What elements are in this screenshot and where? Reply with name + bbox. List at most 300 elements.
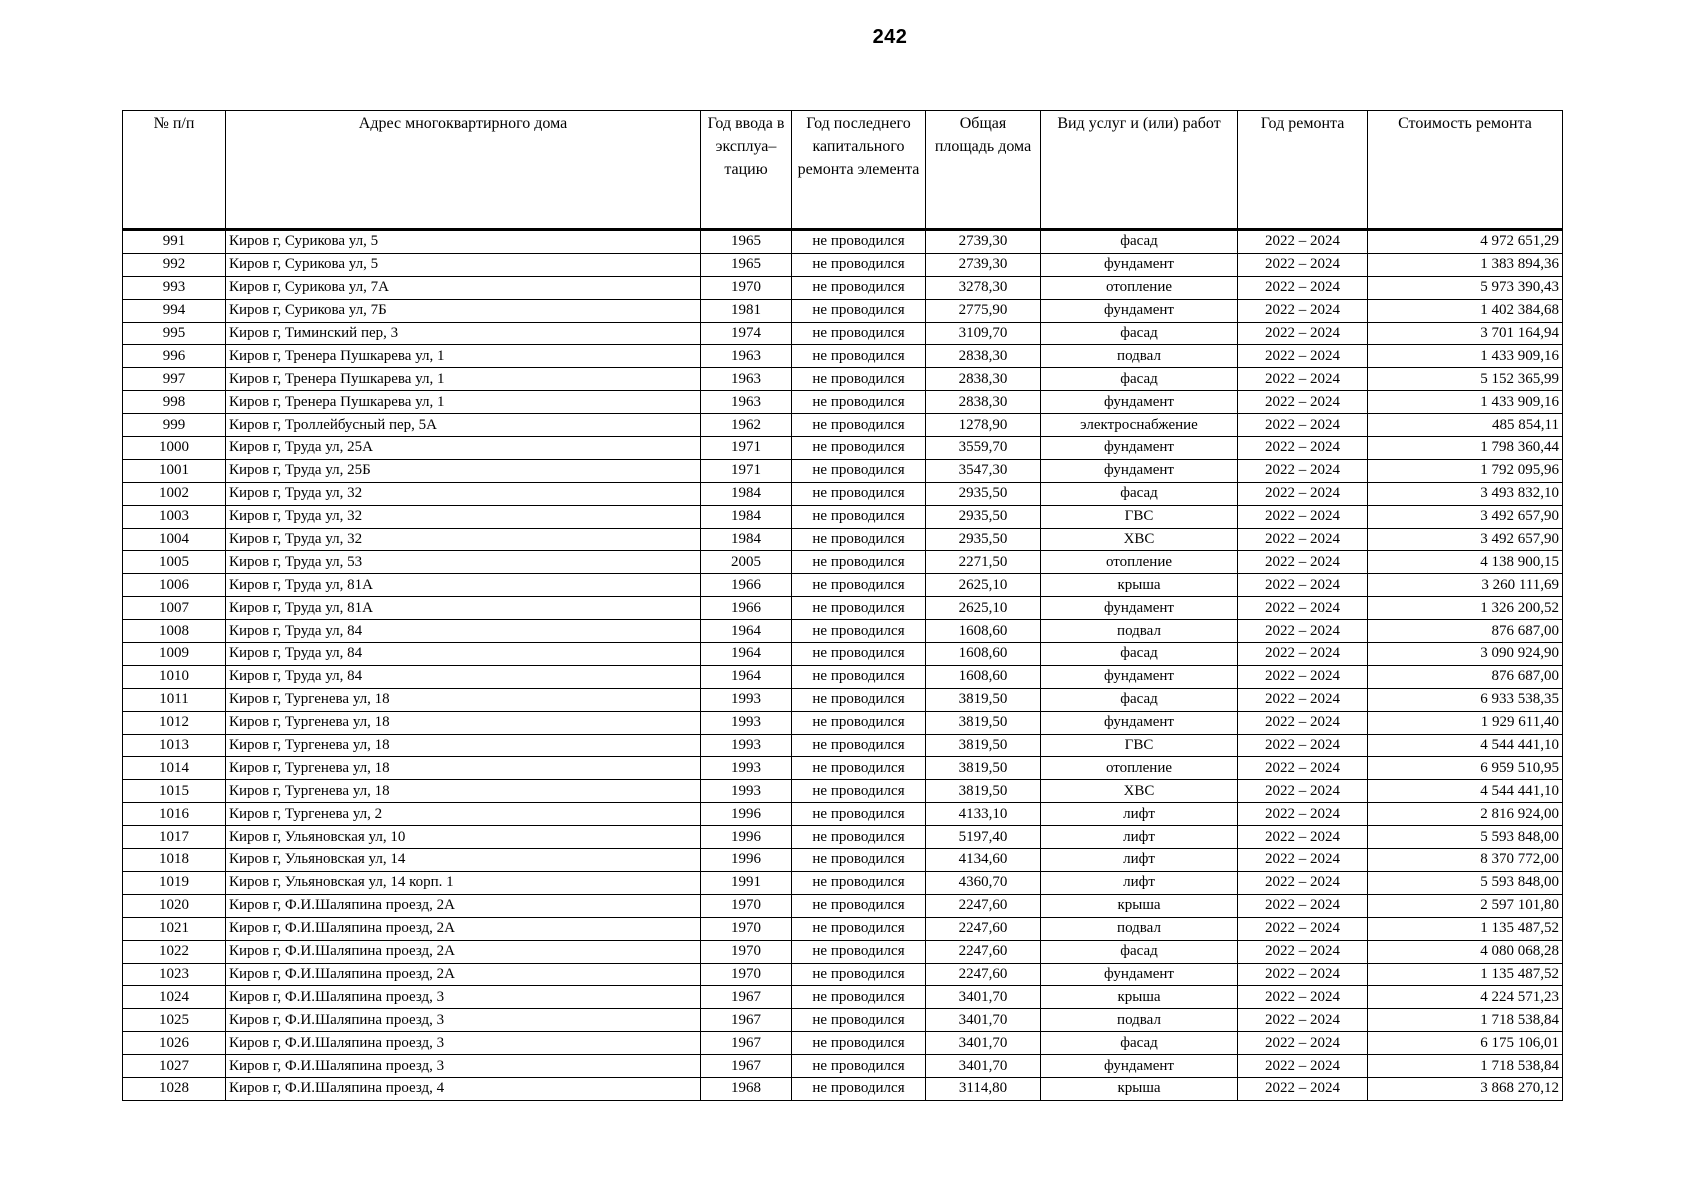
area-cell: 3819,50 [926,780,1041,803]
repair-period-cell: 2022 – 2024 [1238,299,1368,322]
address-cell: Киров г, Труда ул, 25Б [226,459,701,482]
year-built-cell: 1963 [701,368,792,391]
work-type-cell: фасад [1041,643,1238,666]
row-number-cell: 991 [123,230,226,254]
area-cell: 1608,60 [926,643,1041,666]
table-row [123,620,1563,643]
last-repair-cell: не проводился [792,414,926,437]
header-work-type: Вид услуг и (или) работ [1041,111,1238,230]
address-cell: Киров г, Труда ул, 32 [226,482,701,505]
last-repair-cell: не проводился [792,620,926,643]
address-cell: Киров г, Тренера Пушкарева ул, 1 [226,391,701,414]
table-row [123,1077,1563,1100]
repair-period-cell: 2022 – 2024 [1238,437,1368,460]
work-type-cell: фундамент [1041,459,1238,482]
last-repair-cell: не проводился [792,345,926,368]
cost-cell: 1 402 384,68 [1368,299,1563,322]
repair-period-cell: 2022 – 2024 [1238,757,1368,780]
row-number-cell: 1004 [123,528,226,551]
area-cell: 3819,50 [926,734,1041,757]
table-row [123,459,1563,482]
table-row [123,574,1563,597]
last-repair-cell: не проводился [792,711,926,734]
table-row [123,688,1563,711]
cost-cell: 1 718 538,84 [1368,1009,1563,1032]
repair-period-cell: 2022 – 2024 [1238,734,1368,757]
table-row [123,711,1563,734]
cost-cell: 6 175 106,01 [1368,1032,1563,1055]
last-repair-cell: не проводился [792,826,926,849]
work-type-cell: лифт [1041,849,1238,872]
year-built-cell: 1970 [701,276,792,299]
row-number-cell: 1017 [123,826,226,849]
last-repair-cell: не проводился [792,1032,926,1055]
table-row [123,665,1563,688]
row-number-cell: 1010 [123,665,226,688]
area-cell: 5197,40 [926,826,1041,849]
last-repair-cell: не проводился [792,391,926,414]
year-built-cell: 1993 [701,711,792,734]
address-cell: Киров г, Труда ул, 81А [226,597,701,620]
repair-period-cell: 2022 – 2024 [1238,871,1368,894]
repair-period-cell: 2022 – 2024 [1238,276,1368,299]
address-cell: Киров г, Ф.И.Шаляпина проезд, 3 [226,1055,701,1078]
cost-cell: 1 135 487,52 [1368,963,1563,986]
year-built-cell: 1965 [701,230,792,254]
last-repair-cell: не проводился [792,1009,926,1032]
row-number-cell: 995 [123,322,226,345]
cost-cell: 3 090 924,90 [1368,643,1563,666]
year-built-cell: 1967 [701,1055,792,1078]
work-type-cell: ХВС [1041,528,1238,551]
address-cell: Киров г, Ф.И.Шаляпина проезд, 2А [226,917,701,940]
last-repair-cell: не проводился [792,665,926,688]
address-cell: Киров г, Труда ул, 84 [226,620,701,643]
table-row [123,528,1563,551]
repair-period-cell: 2022 – 2024 [1238,230,1368,254]
last-repair-cell: не проводился [792,253,926,276]
last-repair-cell: не проводился [792,849,926,872]
row-number-cell: 1014 [123,757,226,780]
work-type-cell: фундамент [1041,1055,1238,1078]
row-number-cell: 1021 [123,917,226,940]
cost-cell: 3 701 164,94 [1368,322,1563,345]
row-number-cell: 1003 [123,505,226,528]
last-repair-cell: не проводился [792,917,926,940]
repair-period-cell: 2022 – 2024 [1238,665,1368,688]
repair-registry-table [122,110,1563,1101]
cost-cell: 3 493 832,10 [1368,482,1563,505]
area-cell: 2739,30 [926,230,1041,254]
address-cell: Киров г, Тиминский пер, 3 [226,322,701,345]
repair-period-cell: 2022 – 2024 [1238,620,1368,643]
area-cell: 3547,30 [926,459,1041,482]
row-number-cell: 1007 [123,597,226,620]
work-type-cell: фундамент [1041,597,1238,620]
area-cell: 3819,50 [926,711,1041,734]
work-type-cell: крыша [1041,986,1238,1009]
repair-period-cell: 2022 – 2024 [1238,574,1368,597]
address-cell: Киров г, Тургенева ул, 18 [226,711,701,734]
table-row [123,551,1563,574]
area-cell: 3401,70 [926,1009,1041,1032]
table-body [123,230,1563,1101]
last-repair-cell: не проводился [792,757,926,780]
repair-period-cell: 2022 – 2024 [1238,1032,1368,1055]
year-built-cell: 1971 [701,437,792,460]
address-cell: Киров г, Ф.И.Шаляпина проезд, 3 [226,986,701,1009]
work-type-cell: фундамент [1041,437,1238,460]
work-type-cell: фасад [1041,482,1238,505]
table-row [123,780,1563,803]
cost-cell: 5 973 390,43 [1368,276,1563,299]
table-row [123,643,1563,666]
work-type-cell: фасад [1041,1032,1238,1055]
work-type-cell: ГВС [1041,734,1238,757]
area-cell: 3114,80 [926,1077,1041,1100]
cost-cell: 6 959 510,95 [1368,757,1563,780]
area-cell: 2739,30 [926,253,1041,276]
cost-cell: 4 544 441,10 [1368,780,1563,803]
table-row [123,322,1563,345]
row-number-cell: 1019 [123,871,226,894]
cost-cell: 1 433 909,16 [1368,391,1563,414]
table-row [123,917,1563,940]
year-built-cell: 1970 [701,963,792,986]
cost-cell: 1 135 487,52 [1368,917,1563,940]
cost-cell: 4 544 441,10 [1368,734,1563,757]
repair-period-cell: 2022 – 2024 [1238,253,1368,276]
repair-period-cell: 2022 – 2024 [1238,322,1368,345]
area-cell: 2935,50 [926,528,1041,551]
area-cell: 4133,10 [926,803,1041,826]
work-type-cell: крыша [1041,574,1238,597]
year-built-cell: 1984 [701,482,792,505]
row-number-cell: 1022 [123,940,226,963]
year-built-cell: 1967 [701,1009,792,1032]
cost-cell: 3 492 657,90 [1368,528,1563,551]
row-number-cell: 1026 [123,1032,226,1055]
year-built-cell: 1964 [701,665,792,688]
area-cell: 3819,50 [926,688,1041,711]
cost-cell: 3 260 111,69 [1368,574,1563,597]
address-cell: Киров г, Тургенева ул, 18 [226,780,701,803]
repair-period-cell: 2022 – 2024 [1238,1055,1368,1078]
row-number-cell: 1002 [123,482,226,505]
address-cell: Киров г, Тургенева ул, 18 [226,688,701,711]
table-row [123,437,1563,460]
area-cell: 2775,90 [926,299,1041,322]
row-number-cell: 1001 [123,459,226,482]
row-number-cell: 1016 [123,803,226,826]
cost-cell: 4 224 571,23 [1368,986,1563,1009]
last-repair-cell: не проводился [792,940,926,963]
area-cell: 3401,70 [926,1055,1041,1078]
repair-period-cell: 2022 – 2024 [1238,963,1368,986]
last-repair-cell: не проводился [792,276,926,299]
address-cell: Киров г, Сурикова ул, 5 [226,230,701,254]
row-number-cell: 1023 [123,963,226,986]
repair-period-cell: 2022 – 2024 [1238,551,1368,574]
cost-cell: 485 854,11 [1368,414,1563,437]
row-number-cell: 1009 [123,643,226,666]
area-cell: 2247,60 [926,894,1041,917]
year-built-cell: 1993 [701,734,792,757]
area-cell: 4360,70 [926,871,1041,894]
last-repair-cell: не проводился [792,574,926,597]
repair-period-cell: 2022 – 2024 [1238,826,1368,849]
header-area: Общая площадь дома [926,111,1041,230]
work-type-cell: отопление [1041,551,1238,574]
work-type-cell: отопление [1041,757,1238,780]
repair-period-cell: 2022 – 2024 [1238,643,1368,666]
address-cell: Киров г, Труда ул, 84 [226,643,701,666]
year-built-cell: 1966 [701,597,792,620]
cost-cell: 6 933 538,35 [1368,688,1563,711]
area-cell: 2935,50 [926,505,1041,528]
work-type-cell: подвал [1041,1009,1238,1032]
cost-cell: 1 718 538,84 [1368,1055,1563,1078]
year-built-cell: 1968 [701,1077,792,1100]
year-built-cell: 1962 [701,414,792,437]
cost-cell: 2 816 924,00 [1368,803,1563,826]
table-row [123,1055,1563,1078]
last-repair-cell: не проводился [792,551,926,574]
address-cell: Киров г, Сурикова ул, 5 [226,253,701,276]
cost-cell: 4 972 651,29 [1368,230,1563,254]
year-built-cell: 1996 [701,826,792,849]
last-repair-cell: не проводился [792,437,926,460]
address-cell: Киров г, Труда ул, 32 [226,528,701,551]
last-repair-cell: не проводился [792,963,926,986]
row-number-cell: 993 [123,276,226,299]
row-number-cell: 1013 [123,734,226,757]
row-number-cell: 1020 [123,894,226,917]
area-cell: 3401,70 [926,1032,1041,1055]
work-type-cell: крыша [1041,894,1238,917]
repair-period-cell: 2022 – 2024 [1238,917,1368,940]
table-row [123,345,1563,368]
repair-period-cell: 2022 – 2024 [1238,368,1368,391]
row-number-cell: 996 [123,345,226,368]
row-number-cell: 1018 [123,849,226,872]
last-repair-cell: не проводился [792,505,926,528]
row-number-cell: 1005 [123,551,226,574]
table-row [123,1032,1563,1055]
area-cell: 2625,10 [926,597,1041,620]
header-row [123,111,1563,230]
work-type-cell: фундамент [1041,711,1238,734]
repair-period-cell: 2022 – 2024 [1238,597,1368,620]
address-cell: Киров г, Сурикова ул, 7А [226,276,701,299]
repair-period-cell: 2022 – 2024 [1238,849,1368,872]
header-repair-period: Год ремонта [1238,111,1368,230]
area-cell: 1608,60 [926,665,1041,688]
work-type-cell: подвал [1041,917,1238,940]
year-built-cell: 1966 [701,574,792,597]
repair-period-cell: 2022 – 2024 [1238,688,1368,711]
area-cell: 1608,60 [926,620,1041,643]
repair-period-cell: 2022 – 2024 [1238,459,1368,482]
header-year-built: Год ввода в эксплуа–тацию [701,111,792,230]
last-repair-cell: не проводился [792,322,926,345]
address-cell: Киров г, Тургенева ул, 18 [226,757,701,780]
table-row [123,734,1563,757]
area-cell: 3401,70 [926,986,1041,1009]
work-type-cell: лифт [1041,803,1238,826]
work-type-cell: фундамент [1041,299,1238,322]
cost-cell: 1 326 200,52 [1368,597,1563,620]
work-type-cell: фундамент [1041,391,1238,414]
table-row [123,482,1563,505]
area-cell: 3819,50 [926,757,1041,780]
table-row [123,826,1563,849]
area-cell: 4134,60 [926,849,1041,872]
table-row [123,986,1563,1009]
address-cell: Киров г, Сурикова ул, 7Б [226,299,701,322]
year-built-cell: 1970 [701,940,792,963]
last-repair-cell: не проводился [792,803,926,826]
address-cell: Киров г, Ф.И.Шаляпина проезд, 3 [226,1009,701,1032]
work-type-cell: подвал [1041,345,1238,368]
address-cell: Киров г, Труда ул, 81А [226,574,701,597]
table-row [123,230,1563,254]
cost-cell: 4 080 068,28 [1368,940,1563,963]
cost-cell: 1 383 894,36 [1368,253,1563,276]
address-cell: Киров г, Ф.И.Шаляпина проезд, 2А [226,940,701,963]
row-number-cell: 1027 [123,1055,226,1078]
cost-cell: 1 792 095,96 [1368,459,1563,482]
repair-period-cell: 2022 – 2024 [1238,780,1368,803]
header-address: Адрес многоквартирного дома [226,111,701,230]
last-repair-cell: не проводился [792,528,926,551]
table-header [123,111,1563,230]
year-built-cell: 1964 [701,620,792,643]
header-last-repair: Год последнего капитального ремонта элемента [792,111,926,230]
repair-period-cell: 2022 – 2024 [1238,986,1368,1009]
address-cell: Киров г, Тургенева ул, 2 [226,803,701,826]
year-built-cell: 2005 [701,551,792,574]
repair-period-cell: 2022 – 2024 [1238,505,1368,528]
year-built-cell: 1991 [701,871,792,894]
last-repair-cell: не проводился [792,986,926,1009]
repair-period-cell: 2022 – 2024 [1238,528,1368,551]
repair-period-cell: 2022 – 2024 [1238,940,1368,963]
area-cell: 3559,70 [926,437,1041,460]
last-repair-cell: не проводился [792,230,926,254]
last-repair-cell: не проводился [792,780,926,803]
area-cell: 2247,60 [926,917,1041,940]
header-num: № п/п [123,111,226,230]
table-row [123,299,1563,322]
last-repair-cell: не проводился [792,871,926,894]
last-repair-cell: не проводился [792,368,926,391]
table-row [123,1009,1563,1032]
address-cell: Киров г, Труда ул, 32 [226,505,701,528]
area-cell: 2247,60 [926,940,1041,963]
work-type-cell: фундамент [1041,665,1238,688]
work-type-cell: фасад [1041,688,1238,711]
year-built-cell: 1974 [701,322,792,345]
work-type-cell: крыша [1041,1077,1238,1100]
year-built-cell: 1984 [701,528,792,551]
repair-period-cell: 2022 – 2024 [1238,1077,1368,1100]
repair-period-cell: 2022 – 2024 [1238,391,1368,414]
cost-cell: 5 152 365,99 [1368,368,1563,391]
table-row [123,963,1563,986]
year-built-cell: 1984 [701,505,792,528]
year-built-cell: 1993 [701,757,792,780]
year-built-cell: 1993 [701,780,792,803]
work-type-cell: электроснабжение [1041,414,1238,437]
table-row [123,849,1563,872]
table-row [123,368,1563,391]
area-cell: 3109,70 [926,322,1041,345]
cost-cell: 876 687,00 [1368,665,1563,688]
table-row [123,276,1563,299]
page-number: 242 [872,26,908,48]
year-built-cell: 1963 [701,345,792,368]
work-type-cell: лифт [1041,871,1238,894]
repair-period-cell: 2022 – 2024 [1238,1009,1368,1032]
area-cell: 1278,90 [926,414,1041,437]
last-repair-cell: не проводился [792,688,926,711]
table-row [123,940,1563,963]
cost-cell: 8 370 772,00 [1368,849,1563,872]
year-built-cell: 1967 [701,1032,792,1055]
row-number-cell: 1008 [123,620,226,643]
work-type-cell: фундамент [1041,253,1238,276]
table-row [123,803,1563,826]
last-repair-cell: не проводился [792,597,926,620]
row-number-cell: 997 [123,368,226,391]
work-type-cell: фундамент [1041,963,1238,986]
work-type-cell: ГВС [1041,505,1238,528]
year-built-cell: 1970 [701,917,792,940]
last-repair-cell: не проводился [792,1055,926,1078]
address-cell: Киров г, Тренера Пушкарева ул, 1 [226,345,701,368]
cost-cell: 3 492 657,90 [1368,505,1563,528]
cost-cell: 1 798 360,44 [1368,437,1563,460]
work-type-cell: фасад [1041,368,1238,391]
cost-cell: 3 868 270,12 [1368,1077,1563,1100]
last-repair-cell: не проводился [792,459,926,482]
repair-period-cell: 2022 – 2024 [1238,414,1368,437]
cost-cell: 1 433 909,16 [1368,345,1563,368]
address-cell: Киров г, Ф.И.Шаляпина проезд, 3 [226,1032,701,1055]
repair-period-cell: 2022 – 2024 [1238,345,1368,368]
table-row [123,505,1563,528]
address-cell: Киров г, Ф.И.Шаляпина проезд, 2А [226,963,701,986]
year-built-cell: 1964 [701,643,792,666]
address-cell: Киров г, Ф.И.Шаляпина проезд, 2А [226,894,701,917]
table-row [123,871,1563,894]
work-type-cell: ХВС [1041,780,1238,803]
cost-cell: 876 687,00 [1368,620,1563,643]
year-built-cell: 1967 [701,986,792,1009]
area-cell: 2625,10 [926,574,1041,597]
address-cell: Киров г, Тренера Пушкарева ул, 1 [226,368,701,391]
work-type-cell: подвал [1041,620,1238,643]
year-built-cell: 1971 [701,459,792,482]
last-repair-cell: не проводился [792,482,926,505]
year-built-cell: 1981 [701,299,792,322]
row-number-cell: 1024 [123,986,226,1009]
last-repair-cell: не проводился [792,894,926,917]
table-row [123,894,1563,917]
row-number-cell: 1000 [123,437,226,460]
address-cell: Киров г, Ф.И.Шаляпина проезд, 4 [226,1077,701,1100]
